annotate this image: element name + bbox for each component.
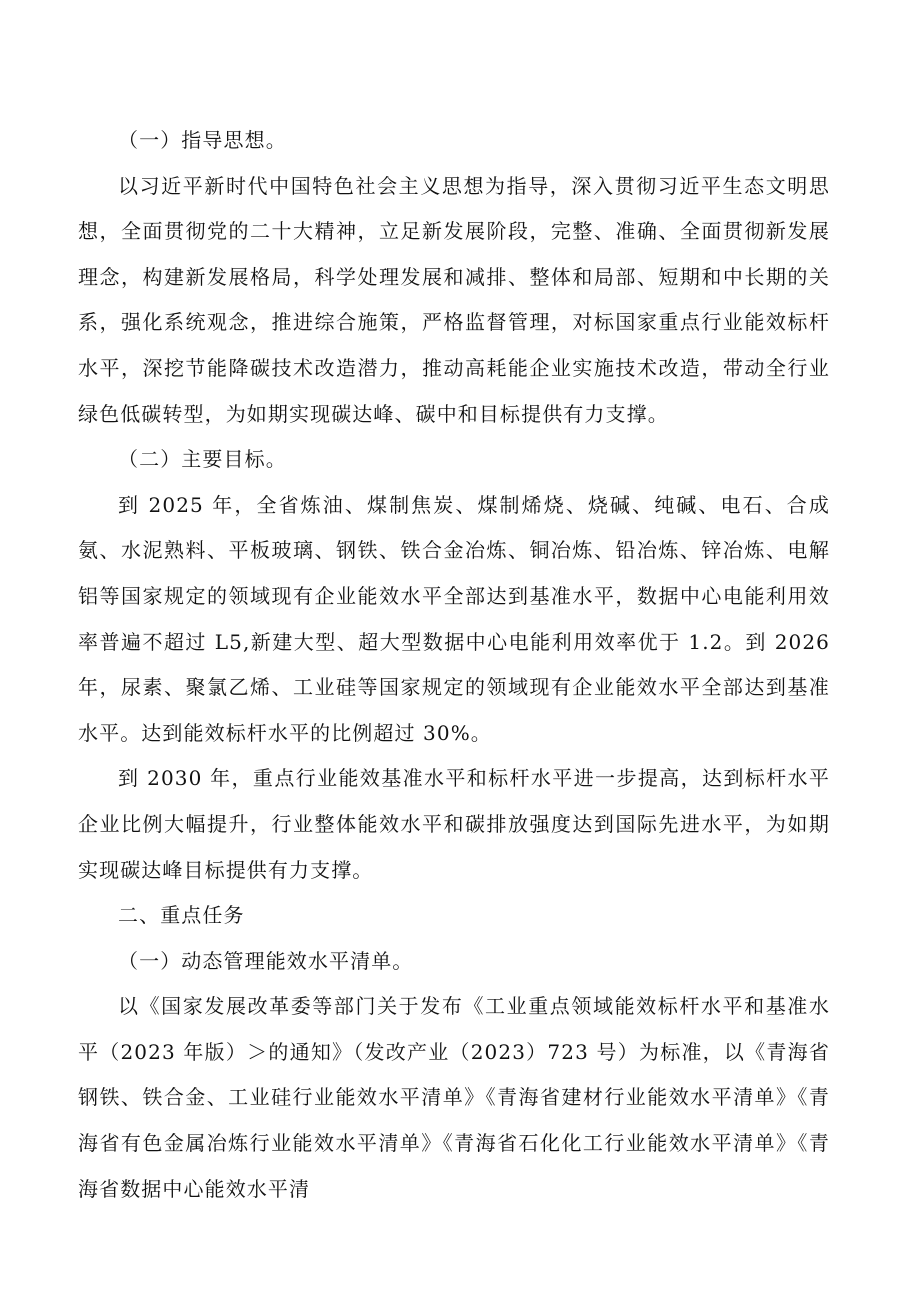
paragraph-guiding-ideology: 以习近平新时代中国特色社会主义思想为指导，深入贯彻习近平生态文明思想，全面贯彻党的二十大精神，立足新发展阶段，完整、准确、全面贯彻新发展理念，构建新发展格局，科学处理发展和减排、整体和局部、短期和中长期的关系，强化系统观念，推进综合施策，严格监督管理，对标国家重点行业能效标杆水平，深挖节能降碳技术改造潜力，推动高耗能企业实施技术改造，带动全行业绿色低碳转型，为如期实现碳达峰、碳中和目标提供有力支撑。	[78, 173, 830, 426]
paragraph-goals-2025: 到 2025 年，全省炼油、煤制焦炭、煤制烯烧、烧碱、纯碱、电石、合成氨、水泥熟料、平板玻璃、钢铁、铁合金冶炼、铜冶炼、铅冶炼、锌冶炼、电解铝等国家规定的领域现有企业能效水平全部达到基准水平，数据中心电能利用效率普遍不超过 L5,新建大型、超大型数据中心电能利用效率优于 1.2。到 2026 年，尿素、聚氯乙烯、工业硅等国家规定的领域现有企业能效水平全部达到基准水平。达到能效标杆水平的比例超过 30%。	[78, 492, 830, 745]
section-heading-guiding-ideology: （一）指导思想。	[118, 128, 287, 152]
document-body	[78, 118, 830, 1212]
section-heading-main-goals: （二）主要目标。	[118, 447, 287, 472]
section-heading-dynamic-management: （一）动态管理能效水平清单。	[118, 948, 414, 973]
paragraph-dynamic-management: 以《国家发展改革委等部门关于发布《工业重点领域能效标杆水平和基准水平（2023 年版）＞的通知》（发改产业（2023）723 号）为标准，以《青海省钢铁、铁合金、工业硅行业能效水平清单》《青海省建材行业能效水平清单》《青海省有色金属冶炼行业能效水平清单》《青海省石化化工行业能效水平清单》《青海省数据中心能效水平清	[78, 994, 830, 1201]
paragraph-goals-2030: 到 2030 年，重点行业能效基准水平和标杆水平进一步提高，达到标杆水平企业比例大幅提升，行业整体能效水平和碳排放强度达到国际先进水平，为如期实现碳达峰目标提供有力支撑。	[78, 766, 830, 882]
section-heading-key-tasks: 二、重点任务	[118, 903, 245, 928]
